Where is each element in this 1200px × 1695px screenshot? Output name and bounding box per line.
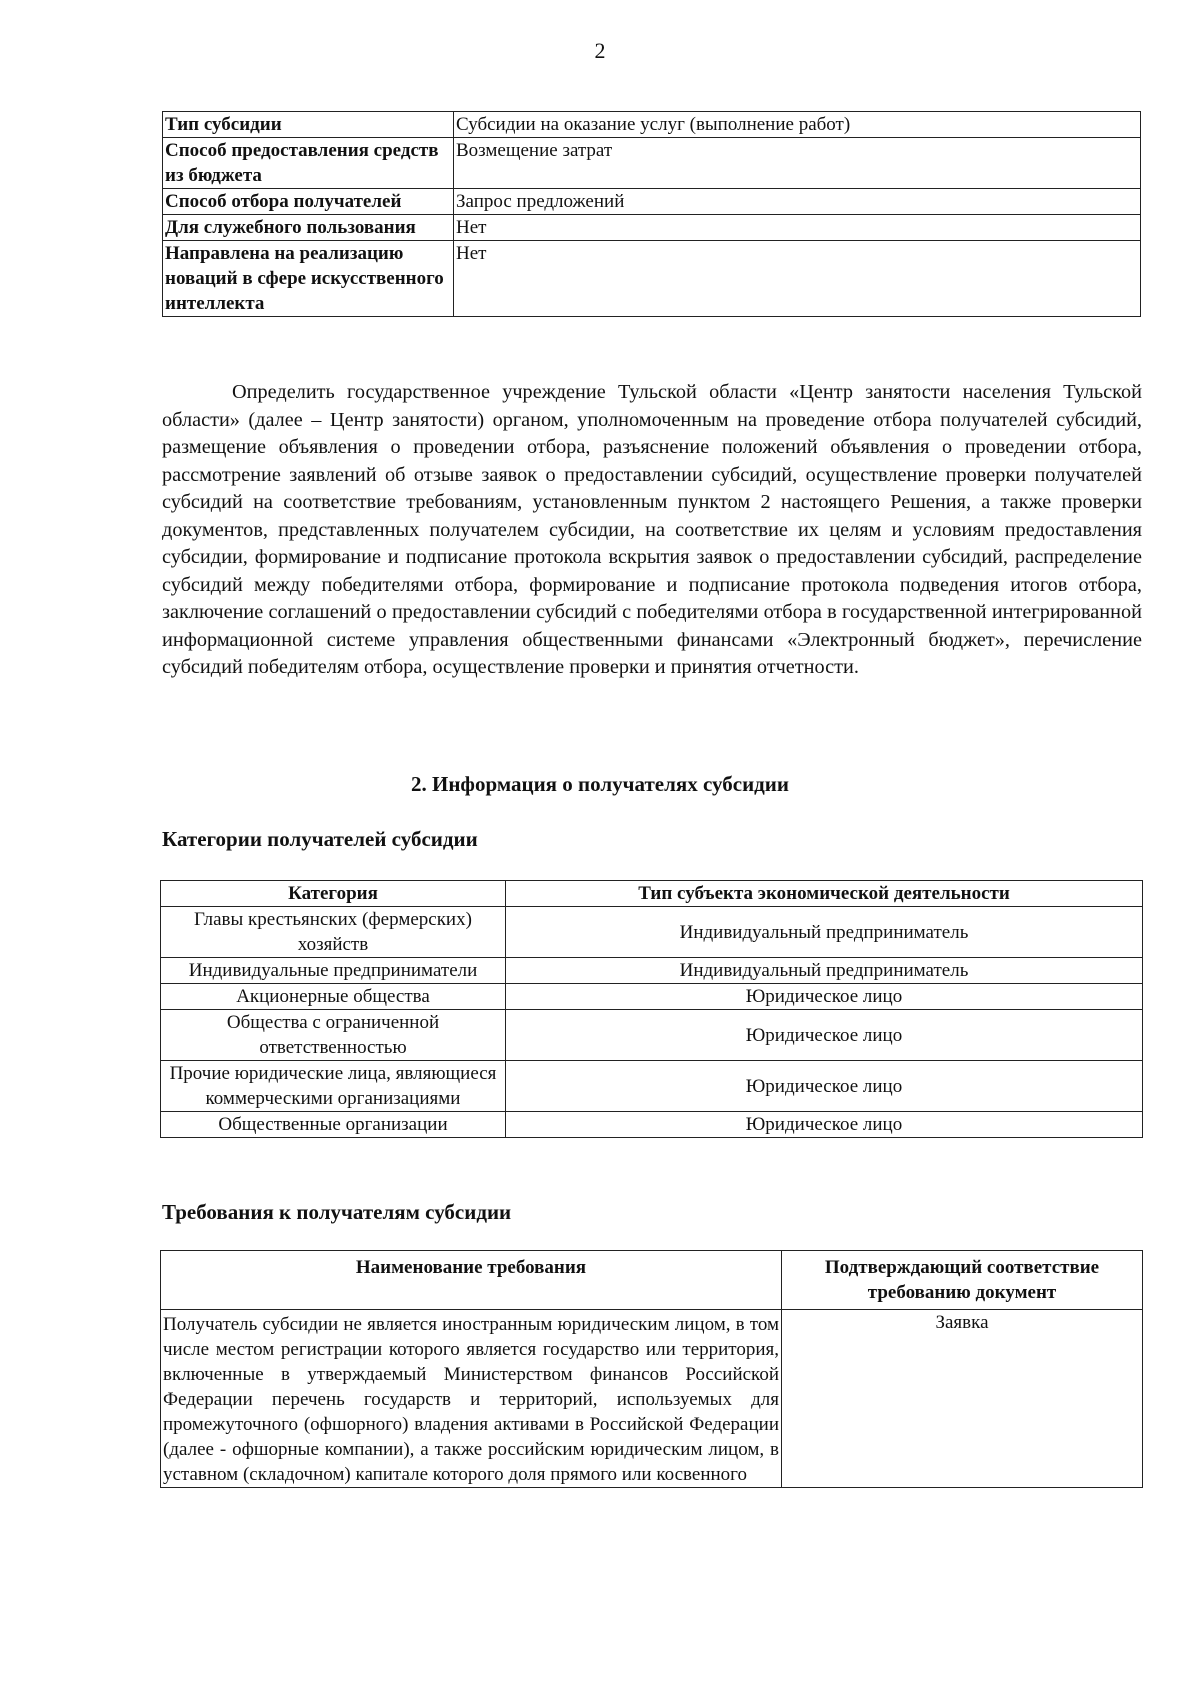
entity-type-cell: Юридическое лицо [506,1112,1143,1138]
table-row [163,241,1141,317]
categories-title: Категории получателей субсидии [162,827,478,851]
entity-type-cell: Индивидуальный предприниматель [506,907,1143,958]
requirements-table [160,1250,1143,1488]
category-cell: Общества с ограниченной ответственностью [161,1010,506,1061]
entity-type-cell: Юридическое лицо [506,1010,1143,1061]
table-row [163,138,1141,189]
category-cell: Прочие юридические лица, являющиеся коммерческими организациями [161,1061,506,1112]
table-row [163,112,1141,138]
passport-key: Тип субсидии [163,112,454,138]
passport-key: Для служебного пользования [163,215,454,241]
section-title: 2. Информация о получателях субсидии [411,772,789,796]
entity-type-cell: Юридическое лицо [506,1061,1143,1112]
category-cell: Общественные организации [161,1112,506,1138]
table-header-row [161,1251,1143,1310]
table-row [161,1112,1143,1138]
column-header: Тип субъекта экономической деятельности [506,881,1143,907]
entity-type-cell: Юридическое лицо [506,984,1143,1010]
table-row [161,958,1143,984]
category-cell: Акционерные общества [161,984,506,1010]
table-header-row [161,881,1143,907]
requirements-title: Требования к получателям субсидии [162,1200,512,1224]
category-cell: Главы крестьянских (фермерских) хозяйств [161,907,506,958]
passport-key: Способ предоставления средств из бюджета [163,138,454,189]
page-number: 2 [594,38,606,63]
table-row [161,907,1143,958]
subsidy-passport-table [162,111,1141,317]
document-cell: Заявка [782,1310,1143,1488]
table-row [161,1310,1143,1488]
entity-type-cell: Индивидуальный предприниматель [506,958,1143,984]
table-row [161,1061,1143,1112]
categories-table [160,880,1143,1138]
column-header: Наименование требования [161,1251,782,1310]
column-header: Подтверждающий соответствие требованию документ [782,1251,1143,1310]
passport-key: Направлена на реализацию новаций в сфере искусственного интеллекта [163,241,454,317]
category-cell: Индивидуальные предприниматели [161,958,506,984]
requirement-cell: Получатель субсидии не является иностранным юридическим лицом, в том числе местом регистрации которого является государство или территория, включенные в утверждаемый Министерством финансов Российской Федерации перечень государств и территорий, используемых для промежуточного (офшорного) владения активами в Российской Федерации (далее - офшорные компании), а также российским юридическим лицом, в уставном (складочном) капитале которого доля прямого или косвенного [161,1310,782,1488]
passport-value: Нет [454,241,1141,317]
table-row [163,215,1141,241]
passport-value: Нет [454,215,1141,241]
table-row [163,189,1141,215]
passport-key: Способ отбора получателей [163,189,454,215]
table-row [161,984,1143,1010]
column-header: Категория [161,881,506,907]
table-row [161,1010,1143,1061]
body-paragraph: Определить государственное учреждение Тульской области «Центр занятости населения Тульской области» (далее – Центр занятости) органом, уполномоченным на проведение отбора получателей субсидий, размещение объявления о проведении отбора, разъяснение положений объявления о проведении отбора, рассмотрение заявлений об отзыве заявок о предоставлении субсидий, осуществление проверки получателей субсидий на соответствие требованиям, установленным пунктом 2 настоящего Решения, а также проверки документов, представленных получателем субсидии, на соответствие их целям и условиям предоставления субсидии, формирование и подписание протокола вскрытия заявок о предоставлении субсидий, распределение субсидий между победителями отбора, формирование и подписание протокола подведения итогов отбора, заключение соглашений о предоставлении субсидий с победителями отбора в государственной интегрированной информационной системе управления общественными финансами «Электронный бюджет», перечисление субсидий победителям отбора, осуществление проверки и принятия отчетности. [162,381,1142,678]
passport-value: Возмещение затрат [454,138,1141,189]
passport-value: Субсидии на оказание услуг (выполнение работ) [454,112,1141,138]
passport-value: Запрос предложений [454,189,1141,215]
